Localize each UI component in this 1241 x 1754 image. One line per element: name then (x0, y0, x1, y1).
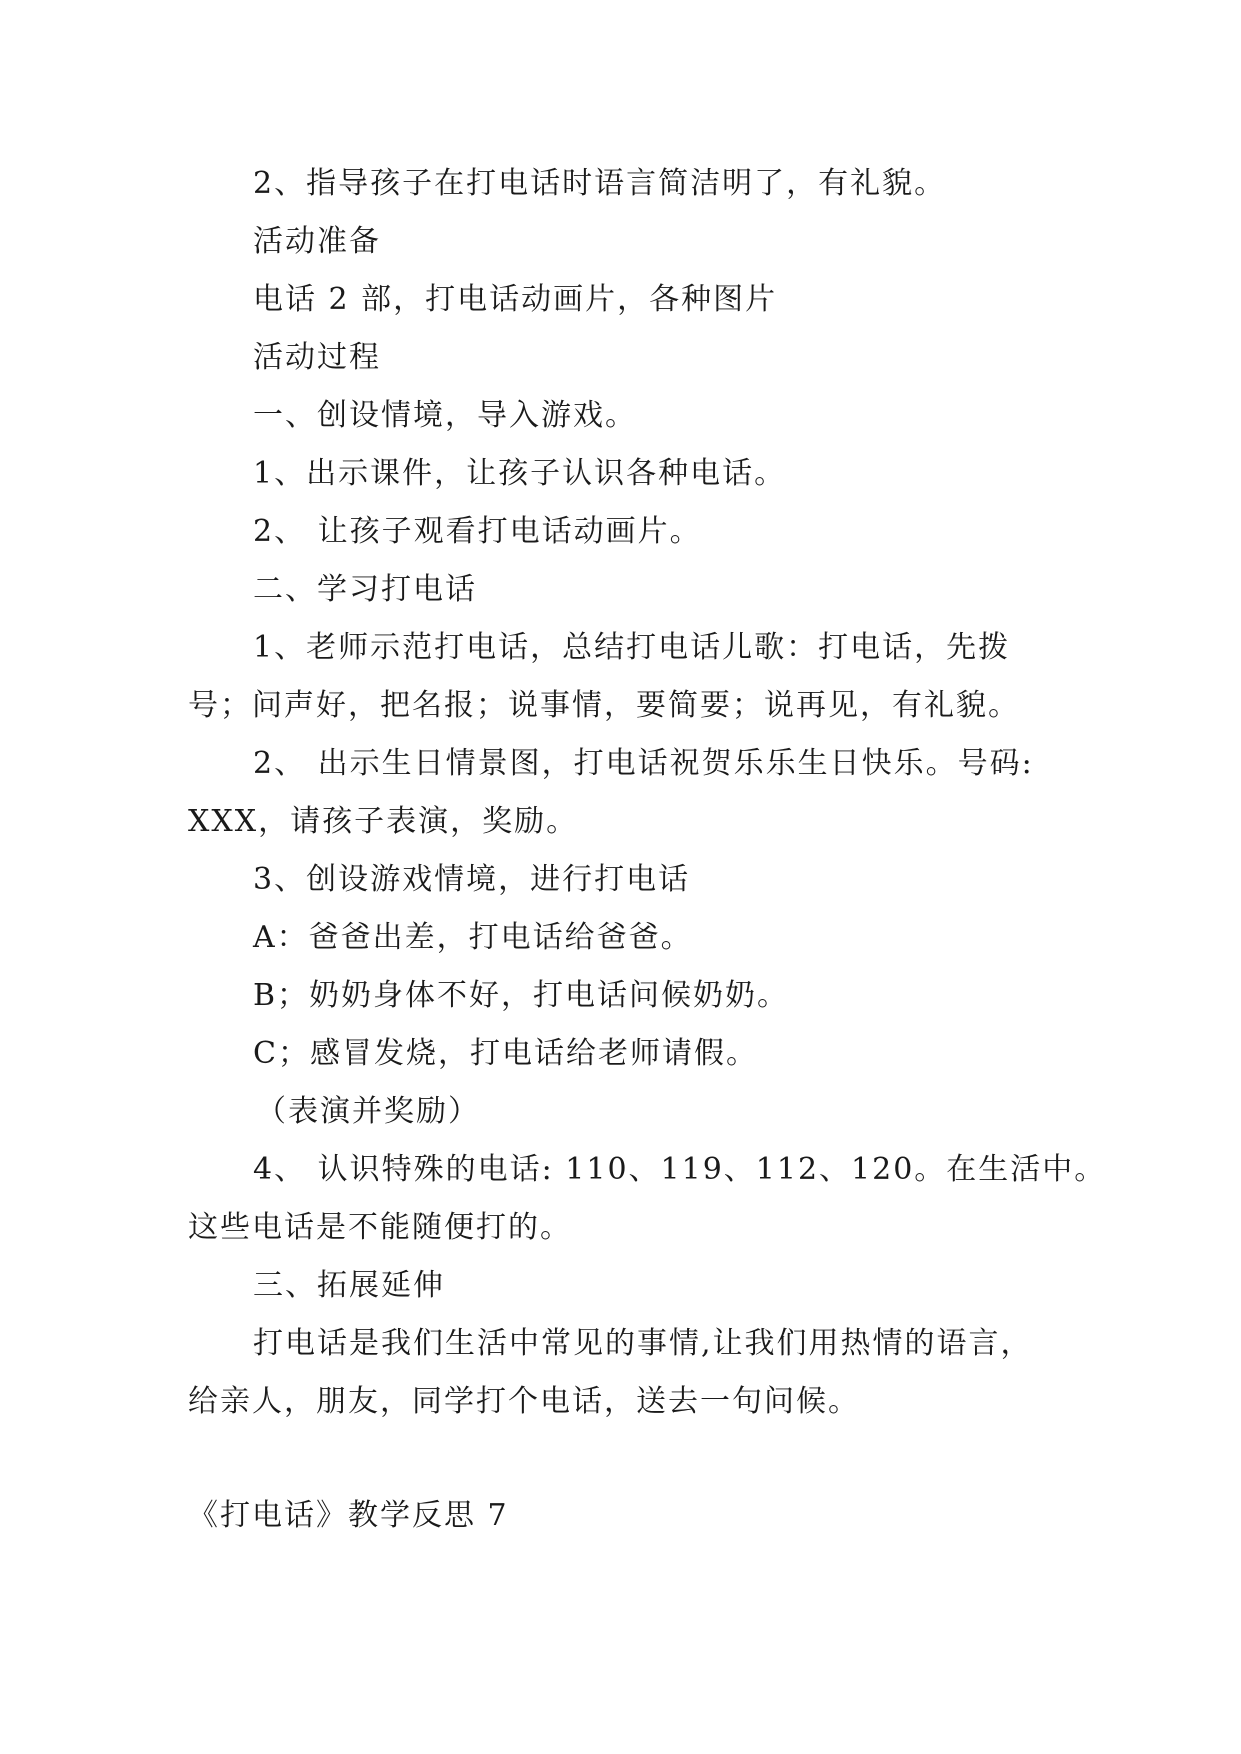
paragraph-step-2-2-cont: XXX，请孩子表演，奖励。 (188, 804, 579, 839)
paragraph-perform-reward: （表演并奖励） (256, 1094, 480, 1129)
paragraph-step-2-4: 4、 认识特殊的电话: 110、119、112、120。在生活中。 (253, 1152, 1107, 1187)
paragraph-step-1-1: 1、出示课件，让孩子认识各种电话。 (253, 456, 787, 491)
heading-activity-process: 活动过程 (253, 340, 381, 375)
paragraph-step-1-2: 2、 让孩子观看打电话动画片。 (253, 514, 702, 549)
paragraph-step-2-4-cont: 这些电话是不能随便打的。 (188, 1210, 572, 1245)
paragraph-step-2-3: 3、创设游戏情境，进行打电话 (253, 862, 691, 897)
paragraph-step-2-2: 2、 出示生日情景图，打电话祝贺乐乐生日快乐。号码: (253, 746, 1034, 781)
heading-section-one: 一、创设情境，导入游戏。 (253, 398, 637, 433)
heading-activity-preparation: 活动准备 (253, 224, 381, 259)
paragraph-scenario-b: B；奶奶身体不好，打电话问候奶奶。 (253, 978, 790, 1013)
paragraph-step-2-1-cont: 号；问声好，把名报；说事情，要简要；说再见，有礼貌。 (188, 688, 1020, 723)
heading-section-two: 二、学习打电话 (253, 572, 477, 607)
paragraph-scenario-c: C；感冒发烧，打电话给老师请假。 (253, 1036, 758, 1071)
section-title-reflection-7: 《打电话》教学反思 7 (188, 1498, 509, 1533)
paragraph-extension-cont: 给亲人，朋友，同学打个电话，送去一句问候。 (188, 1384, 860, 1419)
paragraph-goal-2: 2、指导孩子在打电话时语言简洁明了，有礼貌。 (253, 166, 947, 201)
paragraph-extension: 打电话是我们生活中常见的事情,让我们用热情的语言， (253, 1326, 1033, 1361)
heading-section-three: 三、拓展延伸 (253, 1268, 445, 1303)
paragraph-materials: 电话 2 部，打电话动画片，各种图片 (253, 282, 778, 317)
paragraph-scenario-a: A：爸爸出差，打电话给爸爸。 (253, 920, 693, 955)
paragraph-step-2-1: 1、老师示范打电话，总结打电话儿歌：打电话，先拨 (253, 630, 1011, 665)
